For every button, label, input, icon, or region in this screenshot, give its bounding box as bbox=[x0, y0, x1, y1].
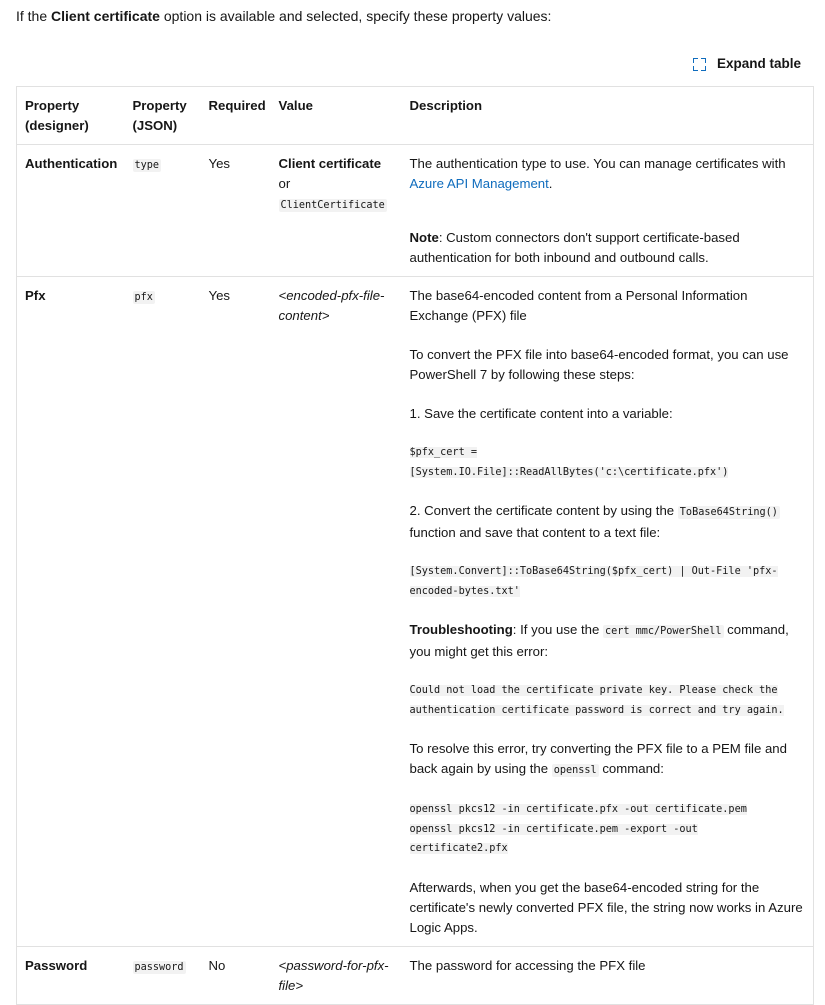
cell-value bbox=[271, 277, 402, 947]
cell-designer: Pfx bbox=[25, 288, 46, 303]
code-line: encoded-bytes.txt' bbox=[409, 585, 520, 597]
ts-code: cert mmc/PowerShell bbox=[604, 626, 722, 637]
value-placeholder: <password-for-pfx-file> bbox=[278, 957, 389, 993]
ts-suffix: command, you might get this error: bbox=[409, 622, 789, 659]
cell-json bbox=[125, 946, 201, 1004]
pfx-p2: To convert the PFX file into base64-encoded format, you can use PowerShell 7 by following these steps: bbox=[409, 347, 789, 382]
json-code: type bbox=[134, 160, 160, 171]
cell-required: Yes bbox=[208, 288, 231, 303]
cell-json bbox=[125, 145, 201, 277]
step2-suffix: function and save that content to a text file: bbox=[409, 525, 661, 540]
cell-required: Yes bbox=[208, 156, 231, 171]
table-row-authentication bbox=[17, 145, 814, 277]
table-header-row bbox=[17, 87, 814, 145]
cell-designer: Password bbox=[25, 957, 88, 973]
code-line: $pfx_cert = bbox=[409, 447, 477, 458]
cell-description bbox=[402, 145, 814, 277]
code-line: openssl pkcs12 -in certificate.pem -export -out bbox=[409, 823, 698, 835]
cell-required: No bbox=[208, 957, 226, 973]
pfx-step1: 1. Save the certificate content into a variable: bbox=[409, 406, 673, 421]
intro-prefix: If the bbox=[16, 8, 52, 24]
header-property-designer: Property (designer) bbox=[25, 98, 89, 133]
value-code: ClientCertificate bbox=[280, 200, 385, 211]
pfx-after: Afterwards, when you get the base64-encoded string for the certificate's newly converted PFX file, the string now works in Azure Logic Apps. bbox=[409, 879, 803, 935]
cell-value bbox=[271, 145, 402, 277]
code-block-2 bbox=[410, 562, 806, 601]
intro-paragraph bbox=[16, 6, 551, 26]
desc-text: The authentication type to use. You can manage certificates with bbox=[409, 156, 786, 171]
code-block-1 bbox=[410, 443, 806, 482]
code-line: authentication certificate password is correct and try again. bbox=[409, 704, 784, 716]
note-label: Note bbox=[409, 230, 439, 245]
code-line: certificate2.pfx bbox=[409, 843, 508, 854]
note-text: : Custom connectors don't support certificate-based authentication for both inbound and outbound calls. bbox=[409, 230, 740, 265]
json-code: password bbox=[134, 961, 184, 973]
expand-table-button[interactable] bbox=[693, 54, 801, 74]
cell-designer: Authentication bbox=[25, 156, 118, 171]
cell-description bbox=[402, 277, 814, 947]
resolve-code: openssl bbox=[553, 765, 597, 776]
openssl-code-block bbox=[410, 800, 806, 859]
value-bold: Client certificate bbox=[278, 156, 382, 171]
json-code: pfx bbox=[134, 292, 153, 303]
header-property-json: Property (JSON) bbox=[132, 98, 187, 133]
value-or: or bbox=[278, 176, 291, 191]
pfx-p1: The base64-encoded content from a Personal Information Exchange (PFX) file bbox=[409, 288, 748, 323]
table-row-pfx bbox=[17, 277, 814, 947]
intro-suffix: option is available and selected, specify these property values: bbox=[159, 8, 552, 24]
cell-description: The password for accessing the PFX file bbox=[409, 957, 646, 973]
expand-icon bbox=[693, 58, 706, 71]
step2-code: ToBase64String() bbox=[679, 507, 778, 518]
value-placeholder: <encoded-pfx-file-content> bbox=[278, 288, 385, 323]
header-description: Description bbox=[409, 98, 483, 113]
cell-json bbox=[125, 277, 201, 947]
error-code-block bbox=[410, 681, 806, 720]
resolve-prefix: To resolve this error, try converting the PFX file to a PEM file and back again by using the bbox=[409, 741, 787, 776]
properties-table bbox=[16, 86, 814, 1005]
intro-bold: Client certificate bbox=[51, 8, 160, 24]
header-value: Value bbox=[278, 98, 313, 113]
table-row-password bbox=[17, 946, 814, 1004]
code-line: Could not load the certificate private key. Please check the bbox=[409, 685, 778, 696]
azure-api-management-link[interactable]: Azure API Management bbox=[409, 176, 549, 191]
troubleshooting-label: Troubleshooting bbox=[409, 622, 513, 637]
code-line: [System.IO.File]::ReadAllBytes('c:\certificate.pfx') bbox=[409, 466, 729, 478]
step2-prefix: 2. Convert the certificate content by using the bbox=[409, 503, 678, 518]
ts-prefix: : If you use the bbox=[512, 622, 603, 637]
desc-period: . bbox=[548, 176, 553, 191]
expand-table-label: Expand table bbox=[716, 56, 801, 71]
resolve-suffix: command: bbox=[598, 761, 664, 776]
cell-value bbox=[271, 946, 402, 1004]
code-line: [System.Convert]::ToBase64String($pfx_cert) | Out-File 'pfx- bbox=[409, 566, 778, 577]
header-required: Required bbox=[208, 98, 266, 113]
code-line: openssl pkcs12 -in certificate.pfx -out certificate.pem bbox=[409, 804, 747, 815]
